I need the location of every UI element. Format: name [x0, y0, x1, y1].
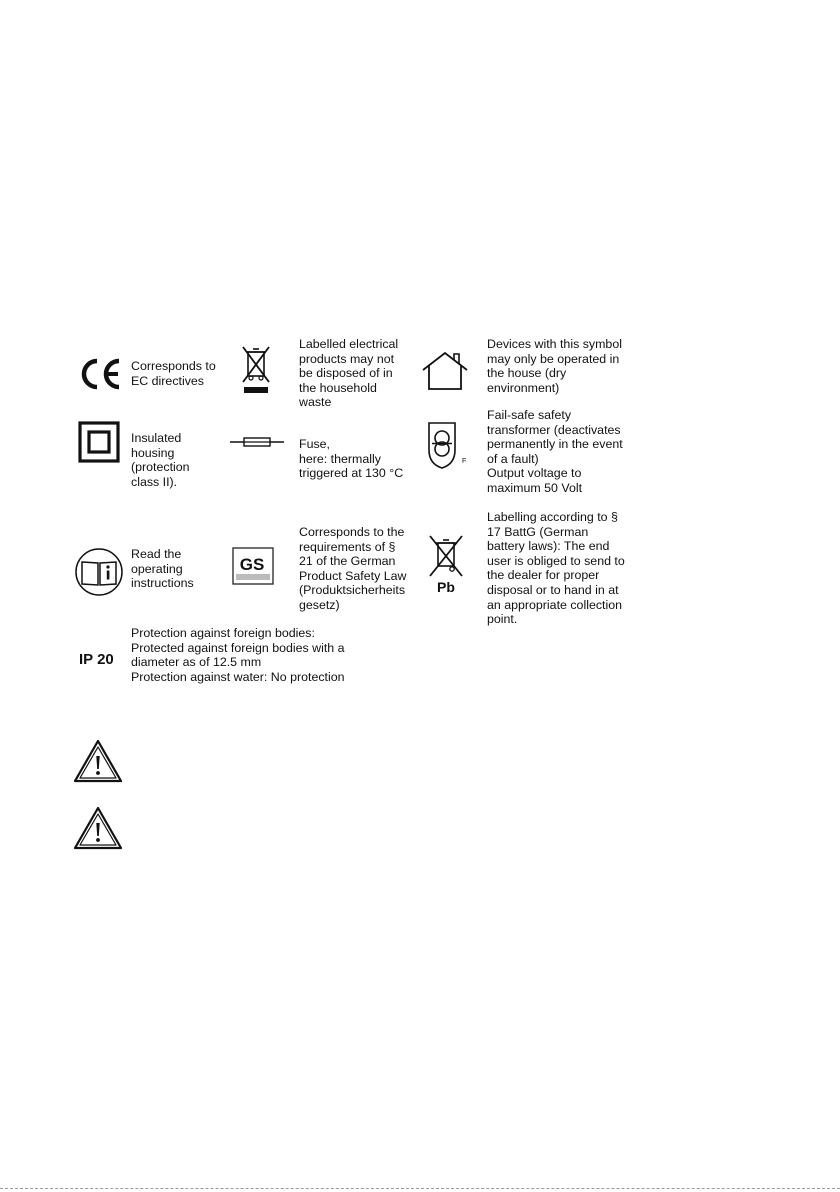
- transformer-description: Fail-safe safety transformer (deactivates permanently in the event of a fault) Output voltage to maximum 50 Volt: [487, 408, 623, 495]
- house-icon: [419, 350, 471, 392]
- battery-description: Labelling according to § 17 BattG (German battery laws): The end user is obliged to send to the dealer for proper disposal or to hand in at an appropriate collection point.: [487, 510, 625, 627]
- manual-description: Read the operating instructions: [131, 547, 194, 591]
- ce-description: Corresponds to EC directives: [131, 359, 216, 388]
- crossed-out-bin-icon: [240, 344, 272, 396]
- ip-rating-label: IP 20: [79, 651, 114, 668]
- insulated-description: Insulated housing (protection class II).: [131, 431, 190, 489]
- fuse-description: Fuse, here: thermally triggered at 130 °C: [299, 437, 404, 481]
- page-bottom-rule: [0, 1188, 840, 1189]
- read-manual-icon: [74, 547, 124, 597]
- ce-mark-icon: [78, 357, 124, 391]
- weee-description: Labelled electrical products may not be disposed of in the household waste: [299, 337, 399, 410]
- transformer-icon-letter: F: [462, 458, 467, 465]
- gs-mark-icon: [231, 546, 275, 586]
- gs-description: Corresponds to the requirements of § 21 of the German Product Safety Law (Produktsicherheits gesetz): [299, 525, 407, 612]
- warning-triangle-icon: [72, 738, 124, 784]
- double-square-icon: [78, 421, 120, 463]
- fuse-icon: [230, 436, 284, 448]
- svg-text:GS: GS: [239, 555, 265, 574]
- house-description: Devices with this symbol may only be operated in the house (dry environment): [487, 337, 622, 395]
- warning-triangle-icon: [72, 805, 124, 851]
- ip-rating-description: Protection against foreign bodies: Protected against foreign bodies with a diameter as of 12.5 mm Protection against water: No protection: [131, 626, 345, 684]
- fail-safe-transformer-icon: [426, 420, 467, 472]
- battery-icon-label: Pb: [437, 579, 455, 595]
